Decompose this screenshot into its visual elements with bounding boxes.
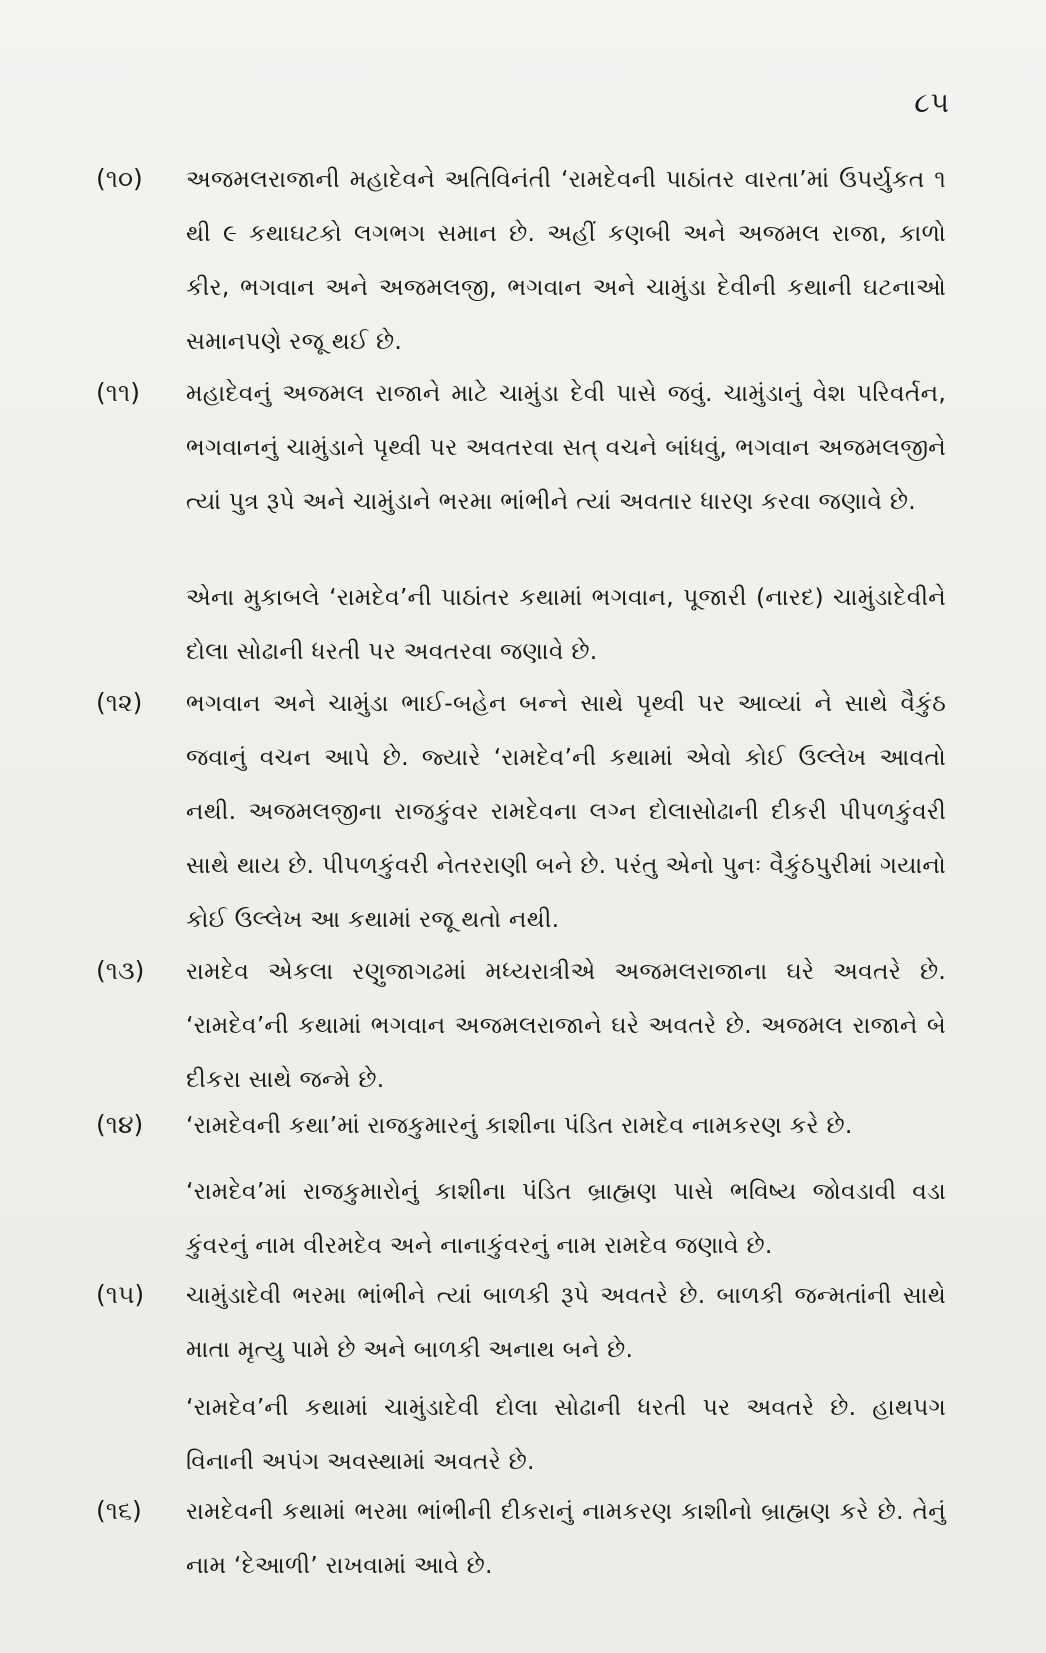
comparison-paragraph — [186, 570, 946, 678]
list-item-16 — [96, 1484, 946, 1592]
item-text: ચામુંડાદેવી ભરમા ભાંભીને ત્યાં બાળકી રૂપે અવતરે છે. બાળકી જન્મતાંની સાથે માતા મૃત્યુ પામે છે અને બાળકી અનાથ બને છે. — [186, 1281, 946, 1363]
list-item-11 — [96, 366, 946, 528]
item-text: રામદેવ એકલા રણુજાગઢમાં મધ્યરાત્રીએ અજમલરાજાના ઘરે અવતરે છે. ‘રામદેવ’ની કથામાં ભગવાન અજમલરાજાને ઘરે અવતરે છે. અજમલ રાજાને બે દીકરા સાથે જન્મે છે. — [186, 957, 946, 1093]
item-number: (૧૫) — [96, 1280, 145, 1309]
item-text: અજમલરાજાની મહાદેવને અતિવિનંતી ‘રામદેવની પાઠાંતર વારતા’માં ઉપર્યુકત ૧ થી ૯ કથાઘટકો લગભગ સમાન છે. અહીં કણબી અને અજમલ રાજા, કાળો કીર, ભગવાન અને અજમલજી, ભગવાન અને ચામુંડા દેવીની કથાની ઘટનાઓ સમાનપણે રજૂ થઈ છે. — [186, 165, 946, 355]
item-number: (૧૦) — [96, 164, 143, 193]
list-item-10 — [96, 152, 946, 368]
comparison-paragraph — [186, 1164, 946, 1272]
list-item-14 — [96, 1098, 946, 1152]
item-number: (૧૪) — [96, 1110, 144, 1139]
paragraph-text: ‘રામદેવ’ની કથામાં ચામુંડાદેવી દોલા સોઢાની ધરતી પર અવતરે છે. હાથપગ વિનાની અપંગ અવસ્થામાં અવતરે છે. — [186, 1393, 946, 1475]
item-number: (૧૩) — [96, 956, 145, 985]
item-number: (૧૨) — [96, 688, 143, 717]
item-text: મહાદેવનું અજમલ રાજાને માટે ચામુંડા દેવી પાસે જવું. ચામુંડાનું વેશ પરિવર્તન, ભગવાનનું ચામુંડાને પૃથ્વી પર અવતરવા સત્ વચને બાંધવું, ભગવાન અજમલજીને ત્યાં પુત્ર રૂપે અને ચામુંડાને ભરમા ભાંભીને ત્યાં અવતાર ધારણ કરવા જણાવે છે. — [186, 379, 946, 515]
paragraph-text: એના મુકાબલે ‘રામદેવ’ની પાઠાંતર કથામાં ભગવાન, પૂજારી (નારદ) ચામુંડાદેવીને દોલા સોઢાની ધરતી પર અવતરવા જણાવે છે. — [186, 583, 946, 665]
item-number: (૧૧) — [96, 378, 141, 407]
comparison-paragraph — [186, 1380, 946, 1488]
item-text: ‘રામદેવની કથા’માં રાજકુમારનું કાશીના પંડિત રામદેવ નામકરણ કરે છે. — [186, 1111, 853, 1139]
list-item-13 — [96, 944, 946, 1106]
item-number: (૧૬) — [96, 1496, 142, 1525]
paragraph-text: ‘રામદેવ’માં રાજકુમારોનું કાશીના પંડિત બ્રાહ્મણ પાસે ભવિષ્ય જોવડાવી વડા કુંવરનું નામ વીરમદેવ અને નાનાકુંવરનું નામ રામદેવ જણાવે છે. — [186, 1177, 946, 1259]
list-item-12 — [96, 676, 946, 946]
item-text: ભગવાન અને ચામુંડા ભાઈ-બહેન બન્ને સાથે પૃથ્વી પર આવ્યાં ને સાથે વૈકુંઠ જવાનું વચન આપે છે. જ્યારે ‘રામદેવ’ની કથામાં એવો કોઈ ઉલ્લેખ આવતો નથી. અજમલજીના રાજકુંવર રામદેવના લગ્ન દોલાસોઢાની દીકરી પીપળકુંવરી સાથે થાય છે. પીપળકુંવરી નેતરરાણી બને છે. પરંતુ એનો પુનઃ વૈકુંઠપુરીમાં ગયાનો કોઈ ઉલ્લેખ આ કથામાં રજૂ થતો નથી. — [186, 689, 946, 933]
page-number: ૮૫ — [914, 86, 950, 119]
list-item-15 — [96, 1268, 946, 1376]
item-text: રામદેવની કથામાં ભરમા ભાંભીની દીકરાનું નામકરણ કાશીનો બ્રાહ્મણ કરે છે. તેનું નામ ‘દેઆળી’ રાખવામાં આવે છે. — [186, 1497, 946, 1579]
